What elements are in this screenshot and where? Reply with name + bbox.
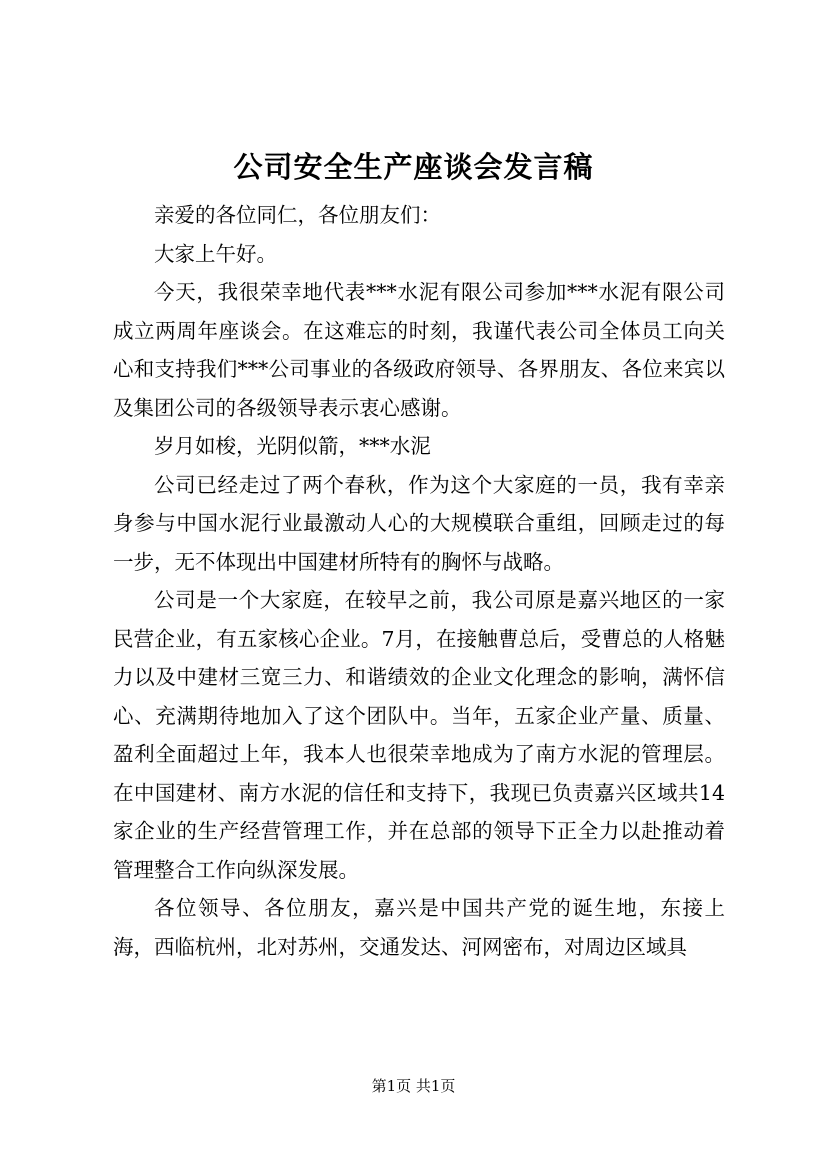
paragraph-history: 公司已经走过了两个春秋，作为这个大家庭的一员，我有幸亲身参与中国水泥行业最激动人心的大规模联合重组，回顾走过的每一步，无不体现出中国建材所特有的胸怀与战略。 bbox=[113, 472, 725, 574]
page-footer: 第1页 共1页 bbox=[371, 1077, 456, 1095]
paragraph-company: 公司是一个大家庭，在较早之前，我公司原是嘉兴地区的一家民营企业，有五家核心企业。7月，在接触曹总后，受曹总的人格魅力以及中建材三宽三力、和谐绩效的企业文化理念的影响，满怀信心、充满期待地加入了这个团队中。当年，五家企业产量、质量、盈利全面超过上年，我本人也很荣幸地成为了南方水泥的管理层。在中国建材、南方水泥的信任和支持下，我现已负责嘉兴区域共14家企业的生产经营管理工作，并在总部的领导下正全力以赴推动着管理整合工作向纵深发展。 bbox=[113, 588, 725, 882]
paragraph-intro: 今天，我很荣幸地代表***水泥有限公司参加***水泥有限公司成立两周年座谈会。在这难忘的时刻，我谨代表公司全体员工向关心和支持我们***公司事业的各级政府领导、各界朋友、各位来宾以及集团公司的各级领导表示衷心感谢。 bbox=[113, 280, 725, 420]
paragraph-hello: 大家上午好。 bbox=[154, 241, 277, 266]
document-title: 公司安全生产座谈会发言稿 bbox=[233, 150, 594, 184]
paragraph-greeting: 亲爱的各位同仁，各位朋友们： bbox=[154, 203, 441, 227]
paragraph-jiaxing: 各位领导、各位朋友，嘉兴是中国共产党的诞生地，东接上海，西临杭州，北对苏州，交通发达、河网密布，对周边区域具 bbox=[113, 896, 725, 959]
paragraph-time: 岁月如梭，光阴似箭，***水泥 bbox=[154, 434, 431, 458]
document-body bbox=[113, 196, 725, 966]
